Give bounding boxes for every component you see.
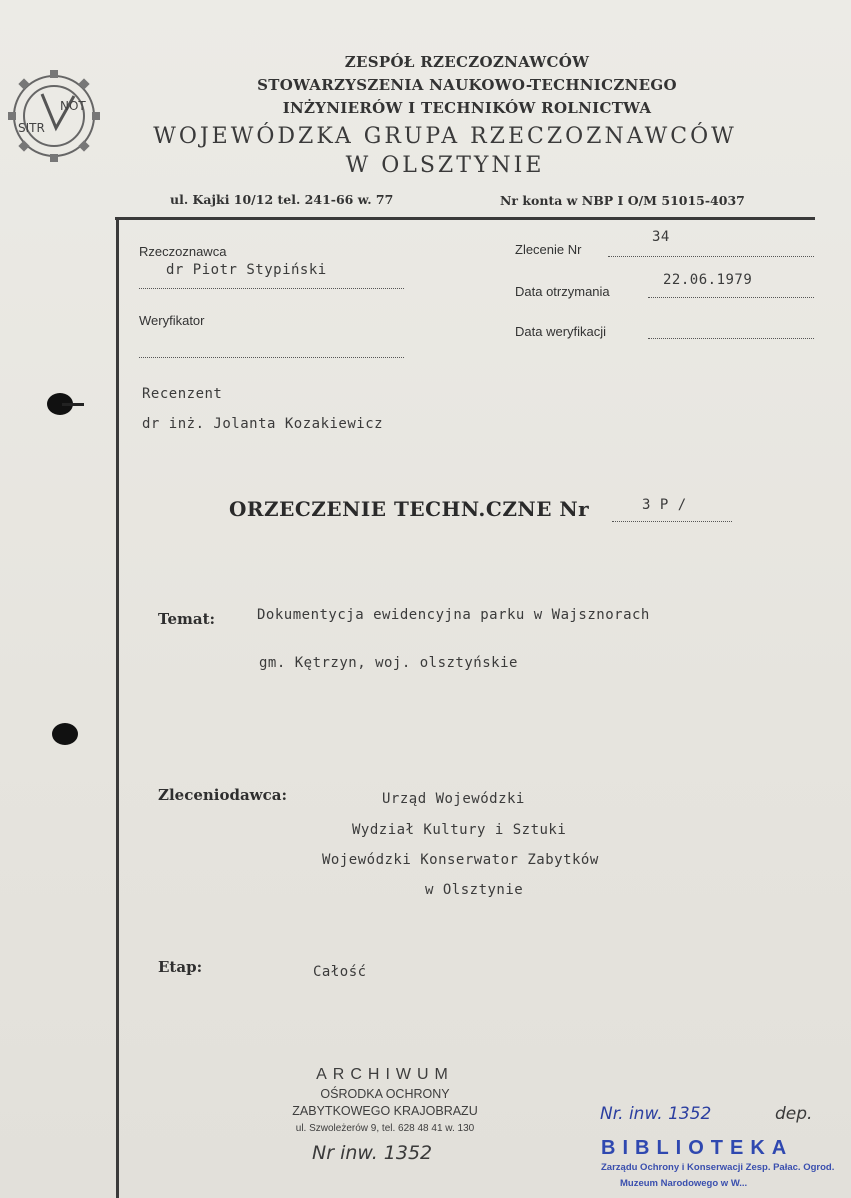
subject-label: Temat: [158, 610, 216, 628]
archive-handwritten-inventory: Nr inw. 1352 [312, 1142, 433, 1164]
header-account: Nr konta w NBP I O/M 51015-4037 [500, 193, 745, 208]
library-handwritten-note: dep. [775, 1104, 813, 1124]
order-underline [608, 256, 814, 257]
verifier-underline [139, 357, 404, 358]
library-handwritten-inventory: Nr. inw. 1352 [600, 1104, 712, 1124]
document-title: ORZECZENIE TECHN.CZNE Nr [229, 497, 590, 521]
document-number: 3 P / [642, 497, 687, 513]
verified-label: Data weryfikacji [515, 324, 607, 339]
client-line-2: Wydział Kultury i Sztuki [352, 822, 567, 838]
client-label: Zleceniodawca: [158, 786, 287, 804]
client-line-1: Urząd Wojewódzki [382, 791, 525, 807]
order-value: 34 [652, 229, 670, 245]
archive-stamp-line-3: ZABYTKOWEGO KRAJOBRAZU [292, 1104, 478, 1118]
stage-label: Etap: [158, 958, 203, 976]
received-underline [648, 297, 814, 298]
library-stamp-sub-1: Zarządu Ochrony i Konserwacji Zesp. Pałac. Ogrod. [601, 1162, 835, 1173]
header-rule [115, 217, 815, 220]
header-line-1: ZESPÓŁ RZECZOZNAWCÓW [344, 53, 590, 71]
expert-underline [139, 288, 404, 289]
received-label: Data otrzymania [515, 284, 610, 299]
punch-hole-bottom [52, 723, 78, 745]
received-value: 22.06.1979 [663, 272, 753, 288]
document-number-underline [612, 521, 732, 522]
header-line-3: INŻYNIERÓW I TECHNIKÓW ROLNICTWA [282, 99, 652, 117]
library-stamp-title: BIBLIOTEKA [601, 1137, 794, 1159]
margin-rule [116, 217, 119, 1198]
stage-value: Całość [313, 964, 367, 980]
client-line-3: Wojewódzki Konserwator Zabytków [322, 852, 599, 868]
client-line-4: w Olsztynie [425, 882, 524, 898]
subject-line-2: gm. Kętrzyn, woj. olsztyńskie [259, 655, 518, 671]
subject-line-1: Dokumentycja ewidencyjna parku w Wajsznorach [257, 607, 650, 623]
library-stamp-sub-2: Muzeum Narodowego w W... [620, 1178, 748, 1189]
header-line-2: STOWARZYSZENIA NAUKOWO-TECHNICZNEGO [257, 76, 677, 94]
logo-left-text: SITR [18, 121, 45, 135]
archive-stamp [270, 1066, 500, 1134]
expert-value: dr Piotr Stypiński [166, 262, 327, 278]
sitr-not-logo-icon [4, 66, 104, 166]
archive-stamp-line-4: ul. Szwoleżerów 9, tel. 628 48 41 w. 130 [295, 1123, 475, 1134]
order-label: Zlecenie Nr [515, 242, 582, 257]
verifier-label: Weryfikator [139, 313, 205, 328]
group-line-1: WOJEWÓDZKA GRUPA RZECZOZNAWCÓW [153, 124, 737, 149]
header-address: ul. Kajki 10/12 tel. 241-66 w. 77 [170, 192, 394, 207]
archive-stamp-line-2: OŚRODKA OCHRONY [320, 1087, 450, 1101]
expert-label: Rzeczoznawca [139, 244, 227, 259]
group-line-2: W OLSZTYNIE [345, 153, 545, 178]
logo-right-text: NOT [60, 99, 86, 113]
punch-hole-top-mark [62, 403, 84, 406]
reviewer-value: dr inż. Jolanta Kozakiewicz [142, 416, 384, 432]
verified-underline [648, 338, 814, 339]
archive-stamp-line-1: ARCHIWUM [316, 1066, 454, 1083]
reviewer-label: Recenzent [142, 386, 223, 402]
